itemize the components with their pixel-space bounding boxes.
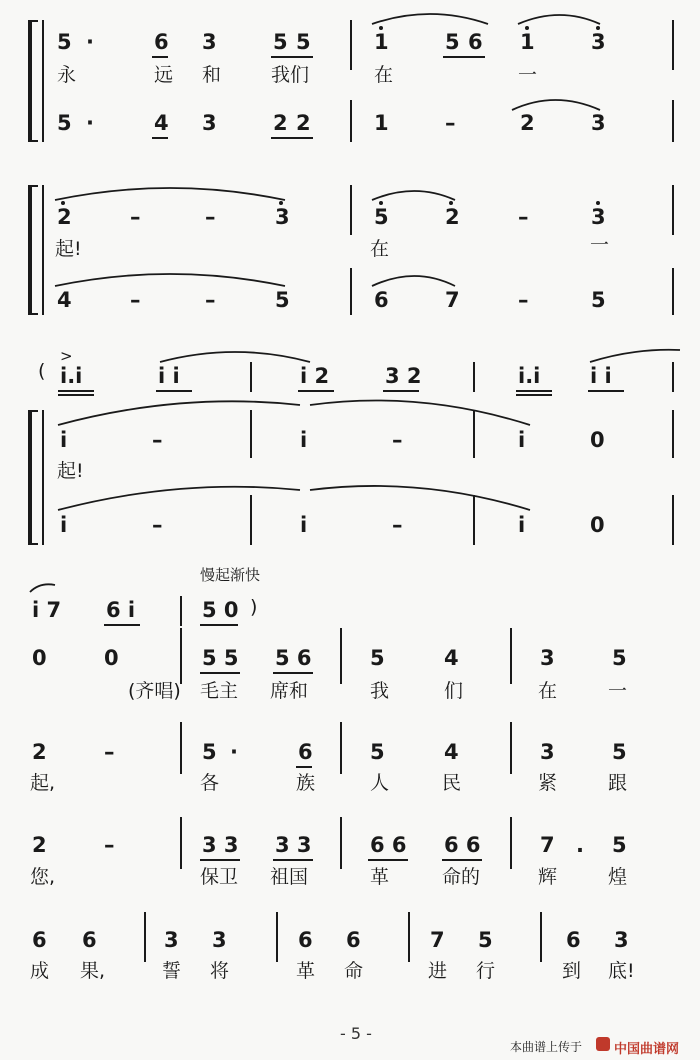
note: 5 [374,205,389,229]
instr-note: i 2 [300,364,330,388]
note: 0 [32,646,47,670]
note: i [518,513,526,537]
instr-note: i.i [60,364,83,388]
note-dash: – [152,428,163,452]
lyric: 保卫 [200,866,239,888]
lyric: 远 [154,64,174,86]
lyric: 起! [55,238,82,260]
lyric: 命 [344,960,364,982]
note-dash: – [518,205,529,229]
page-number: - 5 - [340,1024,372,1043]
note: 4 [57,288,72,312]
note: 7 [430,928,445,952]
note: 7 [445,288,460,312]
note: 7 [540,833,555,857]
slur [310,486,530,510]
note: i [60,428,68,452]
site-logo-icon [596,1037,610,1051]
note: 5 [445,30,460,54]
lyric: 起, [30,772,56,794]
lyric: 毛主 [200,680,239,702]
note: 5 [370,646,385,670]
site-name[interactable]: 中国曲谱网 [614,1042,680,1057]
note-dash: – [152,513,163,537]
lyric: 进 [428,960,448,982]
note: 5 [273,30,288,54]
slur [58,487,300,510]
note-dash: – [130,288,141,312]
note-dash: – [205,288,216,312]
note: 5 [612,833,627,857]
slur [30,584,55,592]
note: 6 [346,928,361,952]
note: 4 [444,646,459,670]
note-dash: – [518,288,529,312]
note-dash: – [104,740,115,764]
lyric: 成 [30,960,50,982]
note: 2 [520,111,535,135]
note: i [60,513,68,537]
note-dash: – [392,428,403,452]
note: 5 [370,740,385,764]
note: 5 [296,30,311,54]
slur [372,276,455,286]
lyric: 到 [562,960,582,982]
note: 6 [374,288,389,312]
paren-open: ( [38,360,46,382]
note-dash: – [205,205,216,229]
note-dot: · [86,111,94,135]
lyric: 人 [370,772,390,794]
slur [58,401,300,425]
note: 0 [590,428,605,452]
lyric: 果, [80,960,106,982]
note-dash: – [104,833,115,857]
note: 3 [614,928,629,952]
note: 6 6 [370,833,407,857]
note: 6 6 [444,833,481,857]
note: 1 [374,30,389,54]
note: 3 3 [202,833,239,857]
lyric: 革 [296,960,316,982]
note: 5 [57,30,72,54]
note: 5 [612,740,627,764]
note: 3 3 [275,833,312,857]
note: 3 [202,30,217,54]
instr-note: i.i [518,364,541,388]
note: 6 [298,740,313,764]
lyric: 一 [518,64,538,86]
note: 6 [32,928,47,952]
lyric: 我 [370,680,390,702]
lyric: 在 [370,238,390,260]
note: i [300,513,308,537]
instr-note: 6 i [106,598,136,622]
note: 5 [202,740,217,764]
note: 3 [591,205,606,229]
lyric: 席和 [270,680,309,702]
note: 3 [540,740,555,764]
note: 3 [275,205,290,229]
lyric: 紧 [538,772,558,794]
note: 6 [82,928,97,952]
instr-note: 3 2 [385,364,422,388]
lyric: 一 [608,680,628,702]
lyric: 在 [538,680,558,702]
note: 4 [154,111,169,135]
lyric: 行 [476,960,496,982]
slur [512,100,600,110]
note: 3 [164,928,179,952]
lyric: 民 [442,772,462,794]
note: 2 [32,740,47,764]
note-dash: – [130,205,141,229]
slur [55,274,285,286]
paren-close: ) [250,596,258,618]
slur [518,15,600,24]
lyric: 命的 [442,866,481,888]
note: 3 [591,111,606,135]
note: 6 [468,30,483,54]
lyric: 革 [370,866,390,888]
upload-source-text: 本曲谱上传于 [510,1040,583,1054]
note-dot: · [86,30,94,54]
lyric: 底! [608,960,635,982]
note-dash: – [445,111,456,135]
note: 3 [212,928,227,952]
lyric-label: (齐唱) [128,680,181,702]
lyric: 誓 [162,960,182,982]
note: 3 [202,111,217,135]
instr-note: i 7 [32,598,62,622]
note: 1 [374,111,389,135]
note: 2 [273,111,288,135]
lyric: 在 [374,64,394,86]
note: 0 [590,513,605,537]
lyric: 祖国 [270,866,309,888]
lyric: 们 [444,680,464,702]
note: 1 [520,30,535,54]
note: 2 [296,111,311,135]
slur [372,14,488,24]
accent-mark: > [60,347,73,365]
note: 0 [104,646,119,670]
note: 5 [478,928,493,952]
tempo-marking: 慢起渐快 [200,566,261,584]
note-dash: – [392,513,403,537]
note: 6 [298,928,313,952]
note: i [518,428,526,452]
note: 3 [591,30,606,54]
lyric: 族 [296,772,316,794]
note: 5 [612,646,627,670]
instr-note: 5 0 [202,598,239,622]
note: 2 [445,205,460,229]
lyric: 起! [57,460,84,482]
lyric: 将 [210,960,230,982]
note: 2 [32,833,47,857]
instr-note: i i [590,364,612,388]
note: 5 [275,288,290,312]
instr-note: i i [158,364,180,388]
note: 5 6 [275,646,312,670]
note-dot: . [576,833,584,857]
slur [160,352,310,362]
slur [590,350,680,362]
slur [310,401,530,426]
lyric: 永 [57,64,77,86]
slur [55,188,285,200]
lyric: 煌 [608,866,628,888]
note: i [300,428,308,452]
note: 5 5 [202,646,239,670]
note: 4 [444,740,459,764]
lyric: 和 [202,64,222,86]
lyric: 各 [200,772,220,794]
note: 6 [566,928,581,952]
note-dot: · [230,740,238,764]
lyric: 跟 [608,772,628,794]
lyric: 您, [30,866,56,888]
note: 5 [591,288,606,312]
lyric: 辉 [538,866,558,888]
slur [372,191,455,200]
note: 5 [57,111,72,135]
note: 3 [540,646,555,670]
lyric: 一 [590,234,610,256]
lyric: 我们 [271,64,310,86]
note: 2 [57,205,72,229]
note: 6 [154,30,169,54]
